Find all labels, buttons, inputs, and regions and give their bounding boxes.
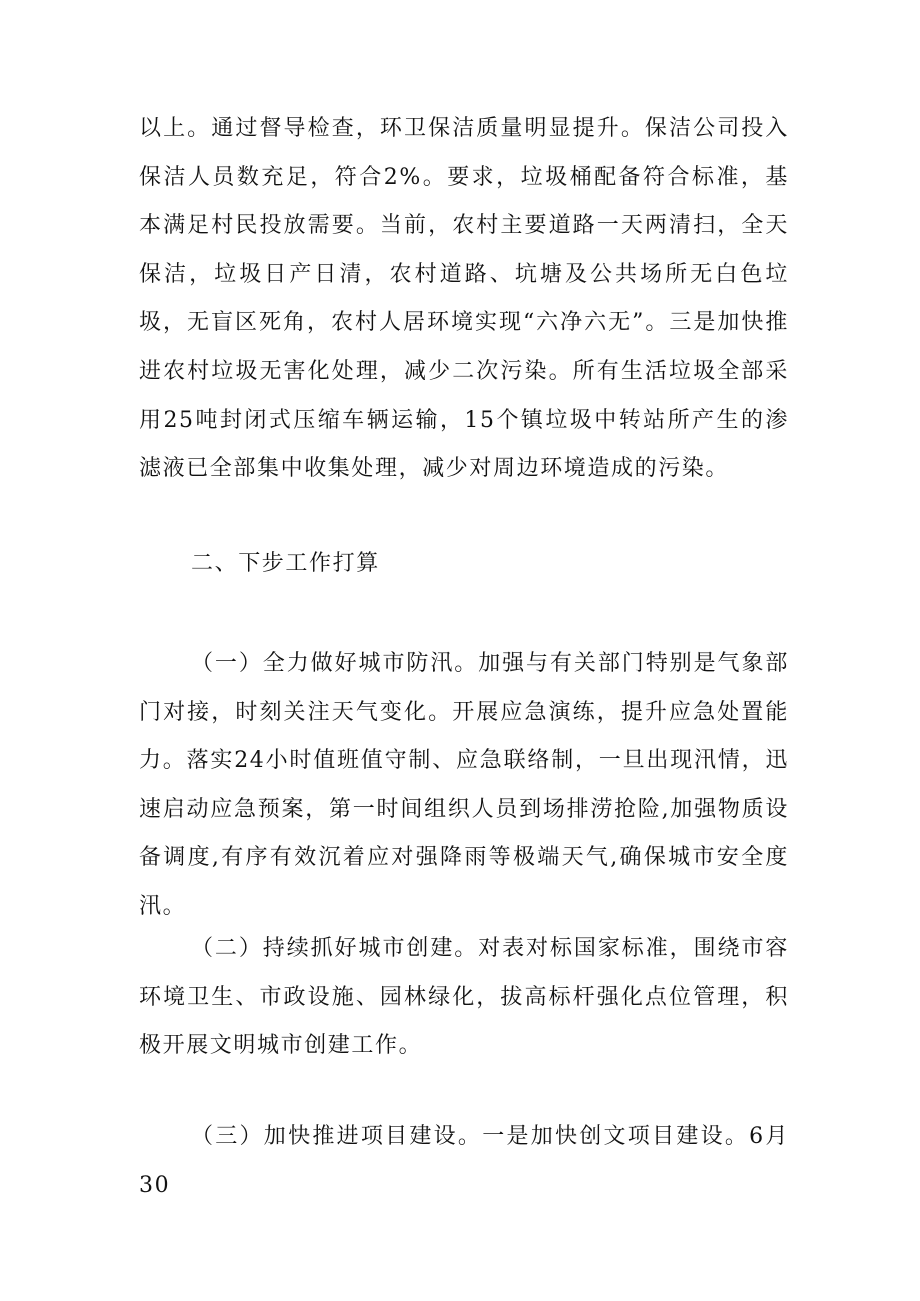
paragraph-city-creation: （二）持续抓好城市创建。对表对标国家标准，围绕市容环境卫生、市政设施、园林绿化，拔高标杆强化点位管理，积极开展文明城市创建工作。: [139, 936, 789, 1059]
section-heading-next-steps: 二、下步工作打算: [191, 551, 380, 576]
paragraph-project-construction: （三）加快推进项目建设。一是加快创文项目建设。6月30: [139, 1124, 789, 1198]
paragraph-sanitation-summary: 以上。通过督导检查，环卫保洁质量明显提升。保洁公司投入保洁人员数充足，符合2%。要求，垃圾桶配备符合标准，基本满足村民投放需要。当前，农村主要道路一天两清扫，全天保洁，垃圾日产日清，农村道路、坑塘及公共场所无白色垃圾，无盲区死角，农村人居环境实现“六净六无”。三是加快推进农村垃圾无害化处理，减少二次污染。所有生活垃圾全部采用25吨封闭式压缩车辆运输，15个镇垃圾中转站所产生的渗滤液已全部集中收集处理，减少对周边环境造成的污染。: [139, 116, 789, 482]
paragraph-flood-control: （一）全力做好城市防汛。加强与有关部门特别是气象部门对接，时刻关注天气变化。开展应急演练，提升应急处置能力。落实24小时值班值守制、应急联络制，一旦出现汛情，迅速启动应急预案，第一时间组织人员到场排涝抢险,加强物质设备调度,有序有效沉着应对强降雨等极端天气,确保城市安全度汛。: [139, 651, 789, 919]
